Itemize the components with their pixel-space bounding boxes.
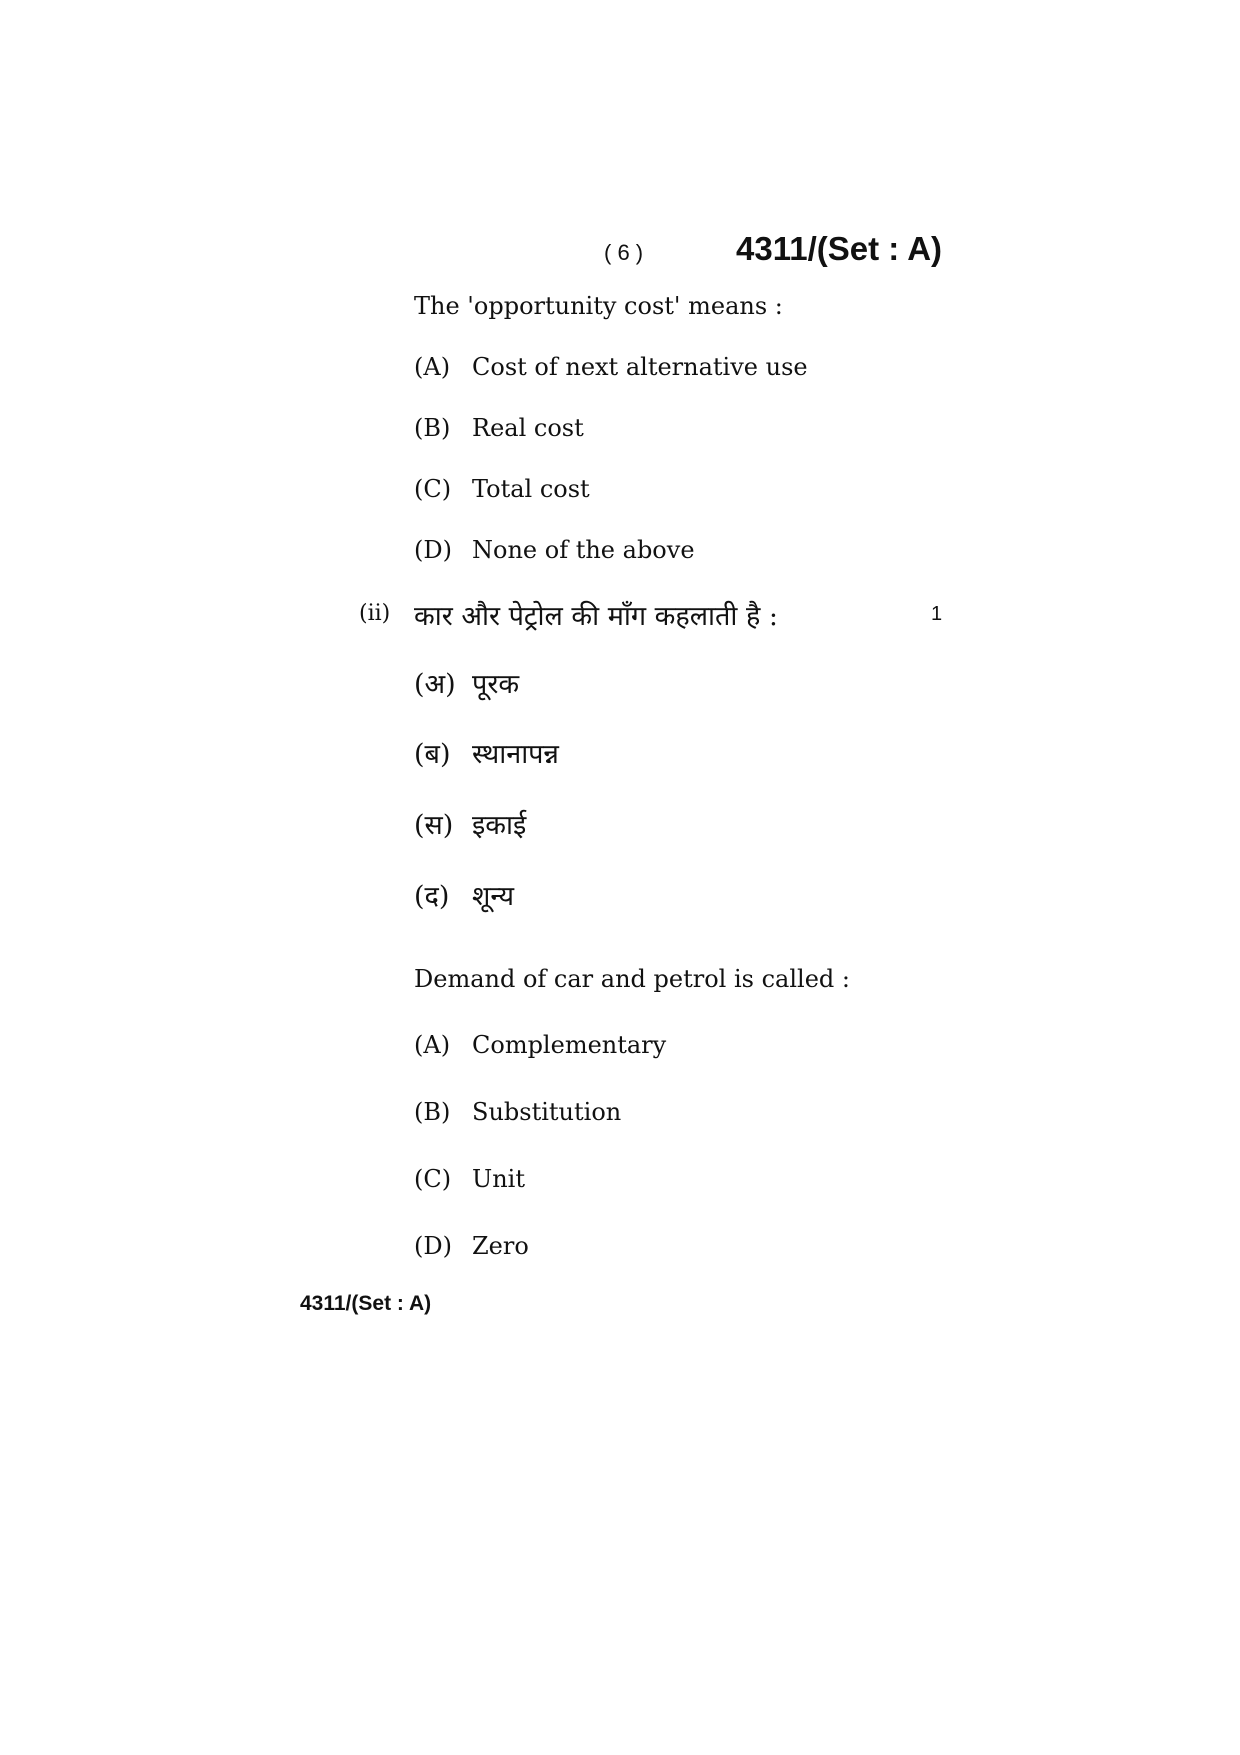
option-text: Zero [472,1232,529,1260]
option-text: Complementary [472,1031,667,1059]
option-letter: (C) [414,475,452,503]
question-marks: 1 [931,603,943,625]
option-text: Substitution [472,1098,622,1126]
option-letter: (ब) [414,739,451,770]
option-letter: (A) [414,1031,451,1059]
option-letter: (स) [414,810,454,841]
option-text: पूरक [472,669,520,700]
option-text: इकाई [472,810,527,841]
option-text: शून्य [472,881,514,912]
question-number: (ii) [359,601,391,626]
option-text: Unit [472,1165,526,1193]
option-letter: (B) [414,414,451,442]
question-stem-opportunity-cost: The 'opportunity cost' means : [414,292,783,320]
option-text: Real cost [472,414,584,442]
option-letter: (द) [414,881,450,912]
option-text: Cost of next alternative use [472,353,808,381]
option-letter: (D) [414,1232,452,1260]
page-number: ( 6 ) [604,240,644,265]
option-letter: (C) [414,1165,452,1193]
question-stem-hindi: कार और पेट्रोल की माँग कहलाती है : [414,601,779,632]
question-stem-car-petrol: Demand of car and petrol is called : [414,965,850,993]
paper-code-footer: 4311/(Set : A) [300,1292,432,1315]
option-letter: (D) [414,536,452,564]
option-letter: (अ) [414,669,456,700]
option-letter: (A) [414,353,451,381]
paper-code-header: 4311/(Set : A) [736,230,943,267]
option-text: None of the above [472,536,695,564]
option-text: Total cost [472,475,590,503]
option-letter: (B) [414,1098,451,1126]
option-text: स्थानापन्न [472,739,559,770]
